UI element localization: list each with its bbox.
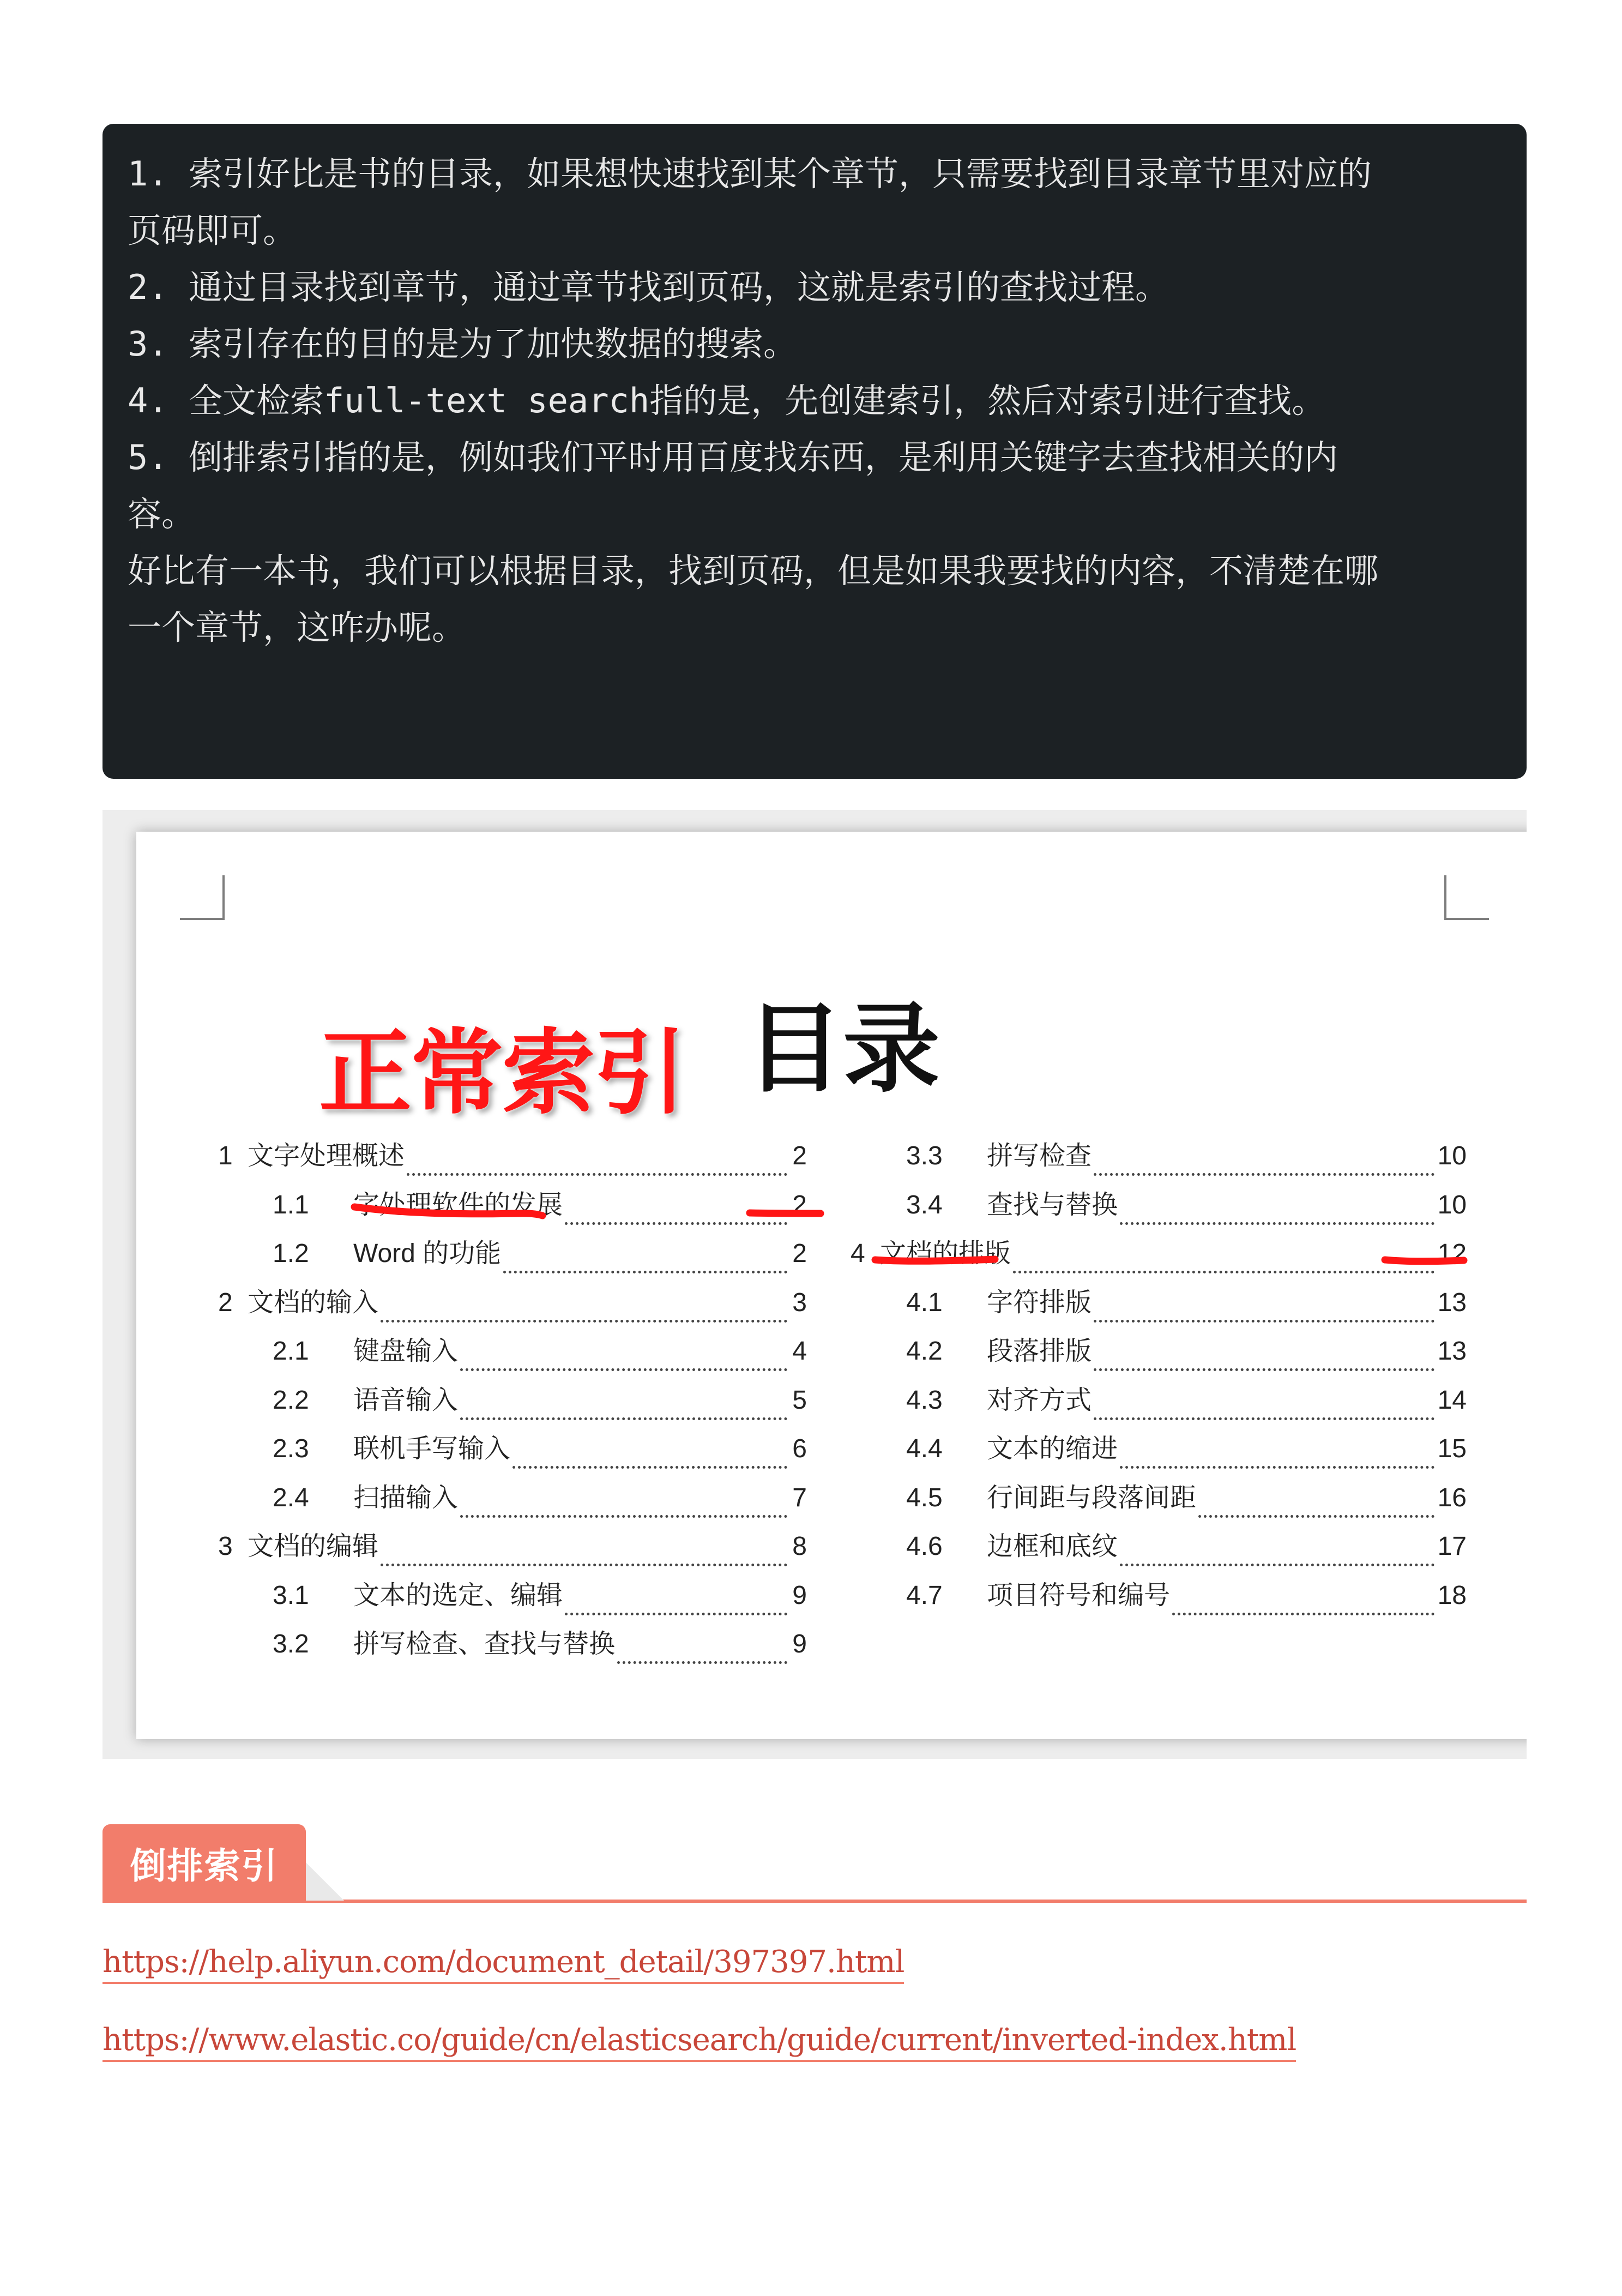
toc-entry-page: 2 <box>792 1239 807 1268</box>
code-line: 4. 全文检索full-text search指的是，先创建索引，然后对索引进行查找。 <box>128 381 1326 420</box>
toc-entry-page: 2 <box>792 1190 807 1219</box>
toc-title: 目录 <box>746 993 940 1105</box>
toc-entry-number: 4.7 <box>906 1580 943 1610</box>
toc-entry-number: 4.6 <box>906 1532 943 1561</box>
toc-entry-page: 6 <box>792 1434 807 1463</box>
toc-entry-title: 项目符号和编号 <box>987 1580 1171 1610</box>
toc-entry-page: 8 <box>792 1532 807 1561</box>
toc-entry-title: 文档的排版 <box>880 1239 1011 1268</box>
toc-entry-title: 拼写检查、查找与替换 <box>353 1630 616 1658</box>
underline-chapter-title <box>875 1259 995 1261</box>
code-line: 1. 索引好比是书的目录，如果想快速找到某个章节，只需要找到目录章节里对应的 <box>128 154 1372 194</box>
section-tab <box>102 1824 306 1901</box>
toc-entry-number: 4.5 <box>906 1483 943 1512</box>
toc-entry-number: 4.2 <box>906 1337 943 1366</box>
toc-entry-page: 16 <box>1437 1483 1467 1512</box>
toc-entry-title: 联机手写输入 <box>353 1434 511 1463</box>
toc-entry-page: 15 <box>1437 1434 1467 1463</box>
toc-entry-title: 文本的选定、编辑 <box>353 1580 563 1610</box>
toc-entry-title: 文档的输入 <box>248 1288 379 1317</box>
normal-index-stamp: 正常索引 <box>319 1019 686 1127</box>
code-line: 5. 倒排索引指的是，例如我们平时用百度找东西，是利用关键字去查找相关的内 <box>128 437 1338 477</box>
toc-entry-number: 2.1 <box>273 1337 309 1366</box>
toc-entry-page: 10 <box>1437 1141 1467 1170</box>
code-line: 页码即可。 <box>128 211 297 250</box>
toc-entry-page: 13 <box>1437 1288 1467 1317</box>
toc-entry-title: 字处理软件的发展 <box>353 1190 563 1219</box>
toc-entry-page: 4 <box>792 1337 807 1366</box>
underline-chapter-page <box>1385 1260 1464 1261</box>
toc-entry-title: 拼写检查 <box>987 1141 1092 1170</box>
aliyun-doc-link[interactable]: https://help.aliyun.com/document_detail/397397.html <box>102 1944 904 1984</box>
toc-entry-page: 3 <box>792 1288 807 1317</box>
toc-entry-title: Word 的功能 <box>353 1239 502 1268</box>
toc-entry-page: 13 <box>1437 1337 1467 1366</box>
toc-page <box>136 832 1527 1739</box>
toc-entry-number: 2.4 <box>273 1483 309 1512</box>
toc-entry-page: 7 <box>792 1483 807 1512</box>
toc-entry-number: 4 <box>851 1239 865 1268</box>
toc-entry-number: 1.2 <box>273 1239 309 1268</box>
toc-entry-page: 9 <box>792 1580 807 1610</box>
toc-entry-title: 查找与替换 <box>987 1190 1118 1219</box>
toc-entry-number: 4.3 <box>906 1385 943 1415</box>
toc-entry-page: 10 <box>1437 1190 1467 1219</box>
toc-entry-title: 对齐方式 <box>987 1385 1092 1415</box>
toc-entry-number: 3.4 <box>906 1190 943 1219</box>
toc-screenshot <box>102 810 1527 1759</box>
underline-subsection-title <box>354 1207 542 1216</box>
code-line: 一个章节，这咋办呢。 <box>128 608 466 647</box>
code-line: 3. 索引存在的目的是为了加快数据的搜索。 <box>128 324 797 364</box>
toc-entry-number: 3.1 <box>273 1580 309 1610</box>
toc-entry-title: 文本的缩进 <box>987 1434 1118 1463</box>
toc-entry-number: 2.2 <box>273 1385 309 1415</box>
toc-entry-number: 2 <box>218 1288 233 1317</box>
section-header <box>102 1824 1527 1903</box>
toc-entry-title: 语音输入 <box>353 1385 459 1415</box>
toc-entry-title: 边框和底纹 <box>987 1532 1118 1561</box>
elastic-guide-link[interactable]: https://www.elastic.co/guide/cn/elasticsearch/guide/current/inverted-index.html <box>102 2022 1296 2062</box>
toc-entry-title: 段落排版 <box>987 1337 1092 1366</box>
toc-entry-title: 键盘输入 <box>353 1337 459 1366</box>
toc-entry-number: 3.3 <box>906 1141 943 1170</box>
toc-entry-page: 18 <box>1437 1580 1467 1610</box>
toc-entry-number: 4.1 <box>906 1288 943 1317</box>
toc-entry-title: 字符排版 <box>987 1288 1092 1317</box>
toc-entry-title: 文字处理概述 <box>248 1141 405 1170</box>
code-block <box>102 124 1527 779</box>
toc-entry-number: 2.3 <box>273 1434 309 1463</box>
code-line: 容。 <box>128 494 196 534</box>
toc-entry-title: 扫描输入 <box>353 1483 459 1512</box>
code-line: 好比有一本书，我们可以根据目录，找到页码，但是如果我要找的内容，不清楚在哪 <box>128 551 1379 591</box>
toc-entry-number: 1.1 <box>273 1190 309 1219</box>
toc-entry-number: 1 <box>218 1141 233 1170</box>
toc-entry-page: 17 <box>1437 1532 1467 1561</box>
code-line: 2. 通过目录找到章节，通过章节找到页码，这就是索引的查找过程。 <box>128 267 1169 307</box>
toc-entry-number: 3.2 <box>273 1630 309 1658</box>
toc-entry-page: 2 <box>792 1141 807 1170</box>
toc-entry-number: 3 <box>218 1532 233 1561</box>
section-tab-fold <box>306 1862 344 1901</box>
toc-entry-page: 9 <box>792 1630 807 1658</box>
toc-entry-number: 4.4 <box>906 1434 943 1463</box>
toc-entry-title: 文档的编辑 <box>248 1532 379 1561</box>
section-title: 倒排索引 <box>130 1844 279 1887</box>
toc-entry-page: 12 <box>1437 1239 1467 1268</box>
toc-entry-title: 行间距与段落间距 <box>987 1483 1197 1512</box>
red-underline-mark <box>136 832 1527 1739</box>
toc-entry-page: 14 <box>1437 1385 1467 1415</box>
toc-entry-page: 5 <box>792 1385 807 1415</box>
